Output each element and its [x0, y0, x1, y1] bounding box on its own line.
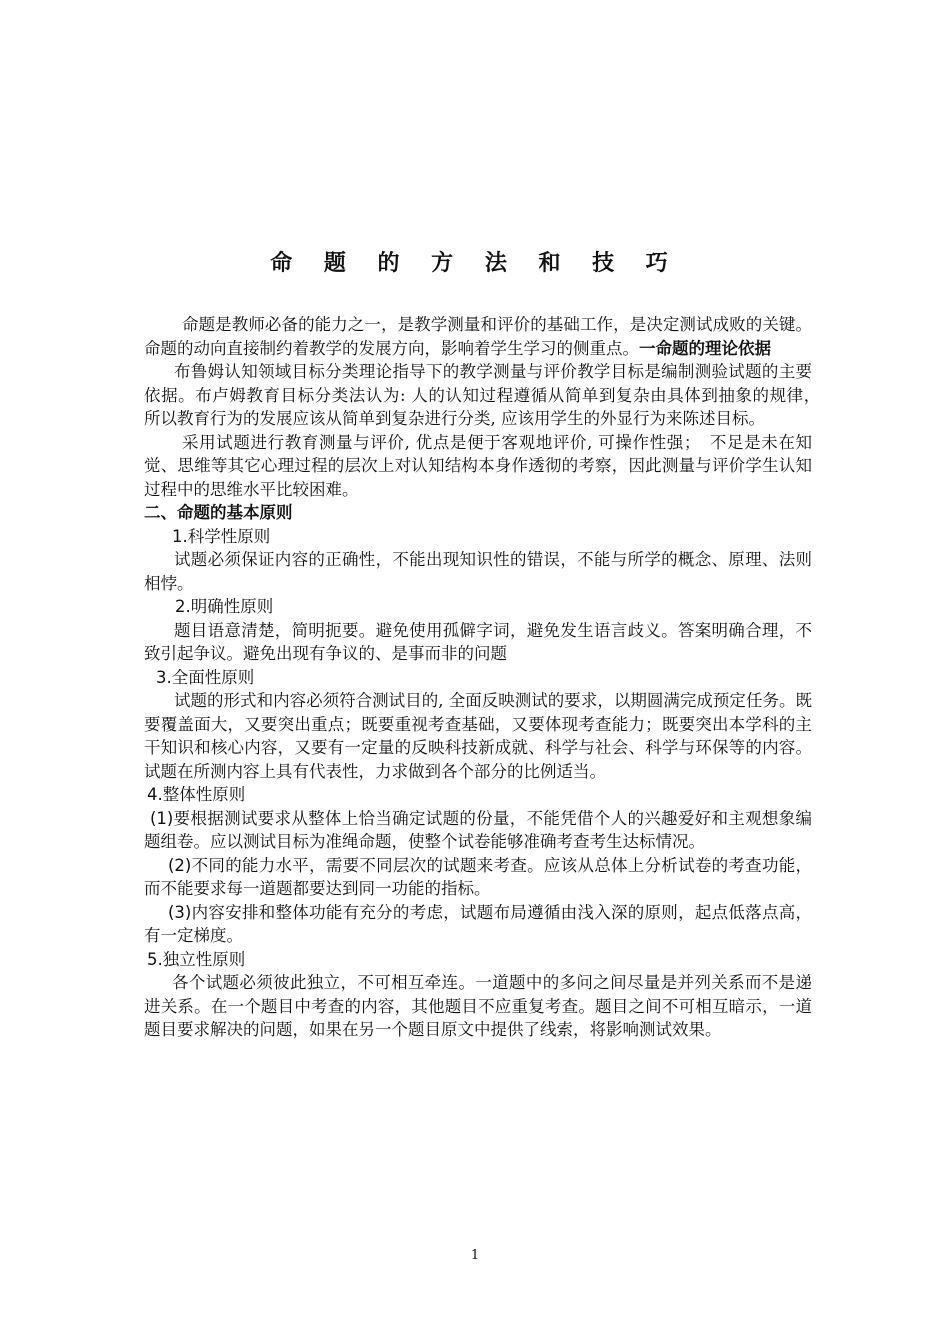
subsection-3-heading: [144, 666, 812, 690]
subsection-4-item-1: [144, 807, 812, 854]
item-2-number: (2): [168, 855, 192, 875]
subsection-5-text: 各个试题必须彼此独立，不可相互牵连。一道题中的多问之间尽量是并列关系而不是递进关系。在一个题目中考查的内容，其他题目不应重复考查。题目之间不可相互暗示，一道题目要求解决的问题，如果在另一个题目原文中提供了线索，将影响测试效果。: [144, 973, 812, 1039]
subsection-1-label: 科学性原则: [187, 526, 271, 546]
item-1-number: (1): [150, 808, 174, 828]
subsection-3-text: 试题的形式和内容必须符合测试目的, 全面反映测试的要求，以期圆满完成预定任务。既要覆盖面大，又要突出重点；既要重视考查基础，又要体现考查能力；既要突出本学科的主干知识和核心内容，又要有一定量的反映科技新成就、科学与社会、科学与环保等的内容。试题在所测内容上具有代表性，力求做到各个部分的比例适当。: [144, 691, 812, 781]
item-3-text: 内容安排和整体功能有充分的考虑，试题布局遵循由浅入深的原则，起点低落点高，有一定梯度。: [144, 902, 812, 945]
document-body: [144, 313, 829, 1042]
subsection-2-text: 题目语意清楚，简明扼要。避免使用孤僻字词，避免发生语言歧义。答案明确合理，不致引起争议。避免出现有争议的、是事而非的问题: [144, 620, 812, 663]
subsection-2-heading: [144, 595, 812, 619]
theory-paragraph-1: 布鲁姆认知领域目标分类理论指导下的教学测量与评价教学目标是编制测验试题的主要依据。布卢姆教育目标分类法认为: 人的认知过程遵循从简单到复杂由具体到抽象的规律， 所以教育行为的发展应该从简单到复杂进行分类, 应该用学生的外显行为来陈述目标。: [144, 362, 829, 428]
subsection-2-label: 明确性原则: [190, 597, 274, 616]
subsection-4-label: 整体性原则: [162, 785, 246, 804]
subsection-4-item-2: [144, 854, 812, 901]
subsection-1-number: 1.: [172, 526, 188, 546]
intro-paragraph: 命题是教师必备的能力之一，是教学测量和评价的基础工作，是决定测试成败的关键。命题的动向直接制约着教学的发展方向，影响着学生学习的侧重点。: [144, 315, 812, 358]
subsection-4-number: 4.: [147, 785, 163, 804]
subsection-4-item-3: [144, 901, 812, 948]
subsection-5-label: 独立性原则: [162, 949, 246, 969]
subsection-2-number: 2.: [175, 597, 191, 616]
document-title: 命 题 的 方 法 和 技 巧: [270, 251, 680, 276]
subsection-1-text: 试题必须保证内容的正确性，不能出现知识性的错误，不能与所学的概念、原理、法则相悖。: [144, 550, 812, 593]
item-1-text: 要根据测试要求从整体上恰当确定试题的份量，不能凭借个人的兴趣爱好和主观想象编题组卷。应以测试目标为准绳命题，使整个试卷能够准确考查考生达标情况。: [144, 808, 812, 851]
subsection-3-label: 全面性原则: [171, 667, 255, 687]
section-heading-2: 二、命题的基本原则: [144, 503, 293, 522]
subsection-5-heading: [144, 948, 812, 972]
theory-paragraph-2: 采用试题进行教育测量与评价, 优点是便于客观地评价, 可操作性强； 不足是未在知觉、思维等其它心理过程的层次上对认知结构本身作透彻的考察，因此测量与评价学生认知过程中的思维水平比较困难。: [144, 432, 812, 499]
subsection-4-heading: [144, 783, 812, 807]
item-3-number: (3): [168, 902, 192, 922]
subsection-5-number: 5.: [147, 949, 163, 969]
section-heading-1: 一命题的理论依据: [639, 338, 771, 358]
page-number: 1: [470, 1248, 480, 1263]
subsection-3-number: 3.: [156, 667, 172, 687]
subsection-1-heading: [144, 525, 812, 549]
item-2-text: 不同的能力水平，需要不同层次的试题来考查。应该从总体上分析试卷的考查功能，而不能要求每一道题都要达到同一功能的指标。: [144, 855, 812, 898]
